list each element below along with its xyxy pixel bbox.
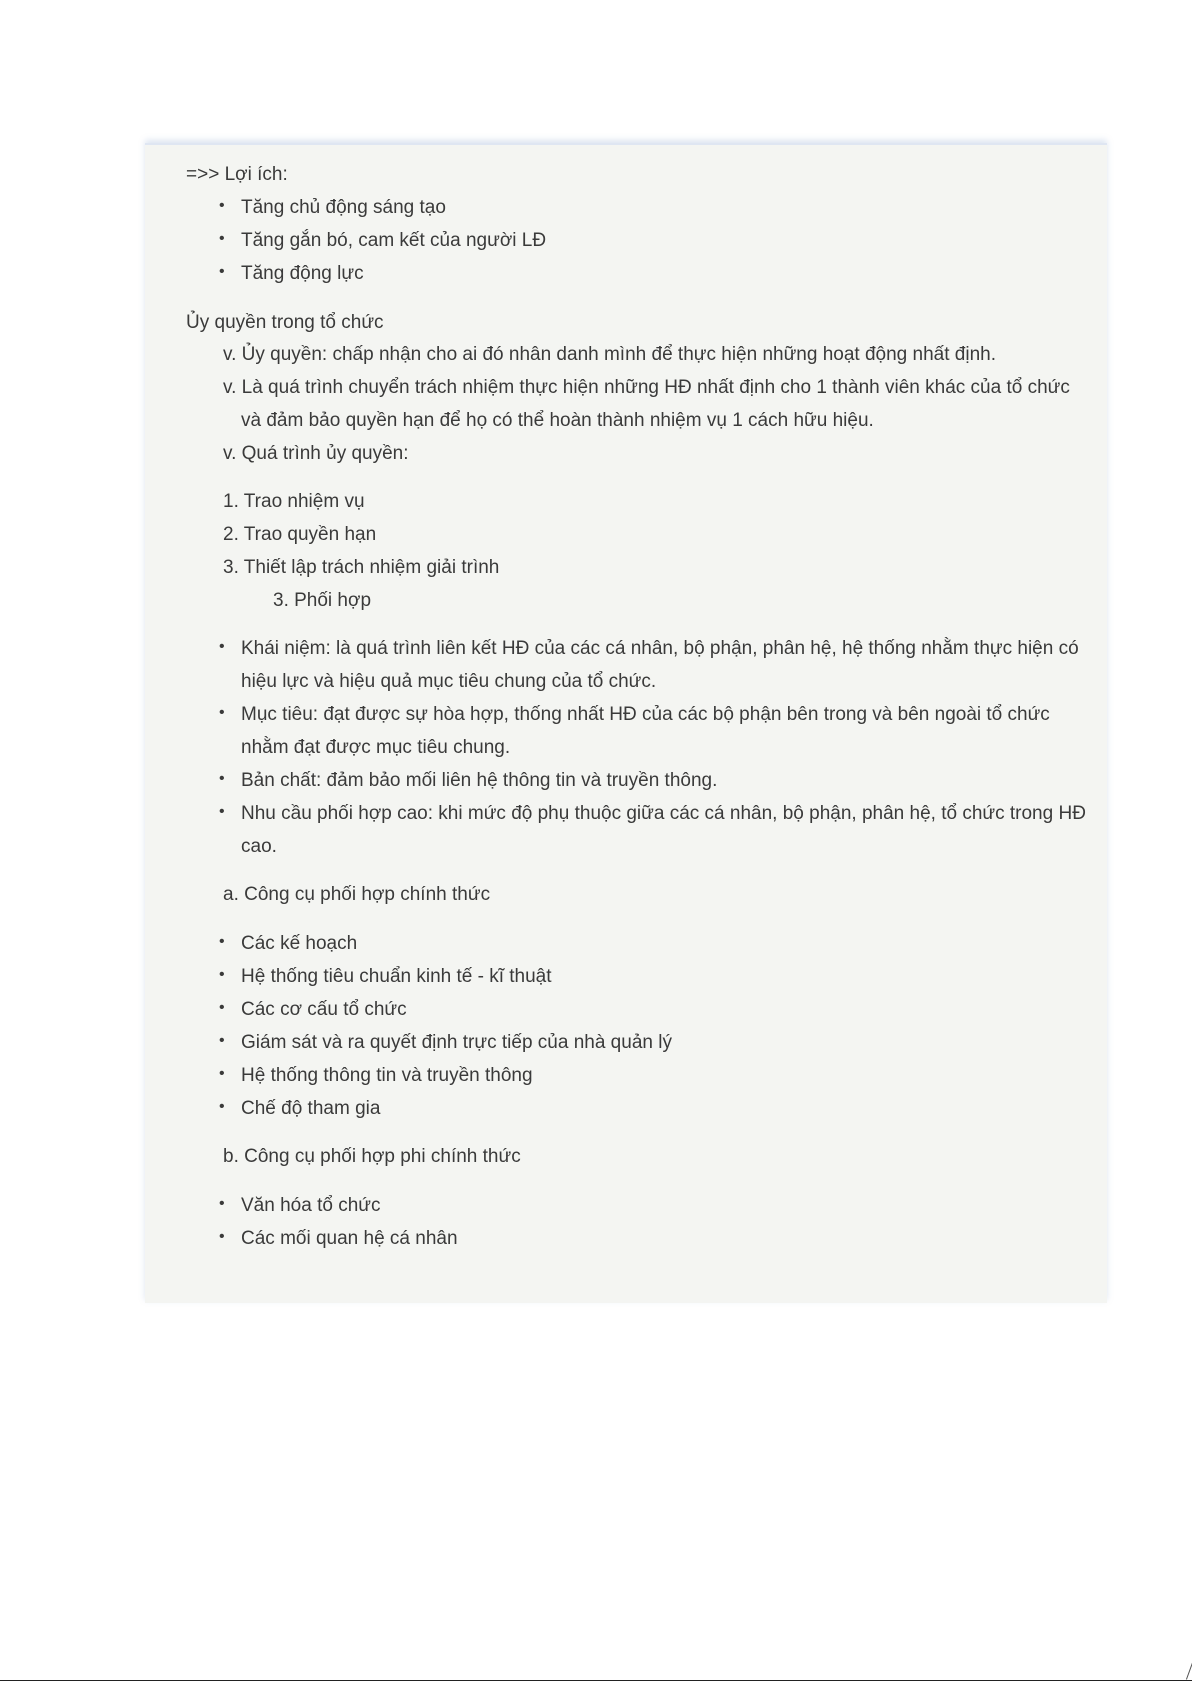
formal-tool-item: • Các cơ cấu tổ chức: [241, 999, 407, 1021]
delegation-item: v. Ủy quyền: chấp nhận cho ai đó nhân danh mình để thực hiện những hoạt động nhất định.: [223, 344, 996, 365]
formal-tool-item: • Hệ thống tiêu chuẩn kinh tế - kĩ thuật: [241, 966, 552, 988]
coordination-heading: 3. Phối hợp: [273, 590, 372, 611]
coordination-item: • Khái niệm: là quá trình liên kết HĐ của các cá nhân, bộ phận, phân hệ, hệ thống nhằm thực hiện có: [241, 638, 1079, 660]
coordination-item-continued: hiệu lực và hiệu quả mục tiêu chung của tổ chức.: [241, 671, 657, 692]
coordination-item-continued: cao.: [241, 836, 277, 857]
benefits-heading: =>> Lợi ích:: [186, 164, 288, 185]
informal-tool-item: • Các mối quan hệ cá nhân: [241, 1228, 458, 1250]
formal-tools-heading: a. Công cụ phối hợp chính thức: [223, 884, 491, 905]
page-footer-rule: [0, 1680, 1192, 1681]
benefit-item: • Tăng chủ động sáng tạo: [241, 197, 446, 219]
delegation-heading: Ủy quyền trong tổ chức: [186, 312, 384, 333]
formal-tool-item: • Chế độ tham gia: [241, 1098, 380, 1120]
benefit-item: • Tăng gắn bó, cam kết của người LĐ: [241, 230, 546, 252]
delegation-item-continued: và đảm bảo quyền hạn để họ có thể hoàn thành nhiệm vụ 1 cách hữu hiệu.: [241, 410, 874, 431]
coordination-item: • Nhu cầu phối hợp cao: khi mức độ phụ thuộc giữa các cá nhân, bộ phận, phân hệ, tổ chức trong HĐ: [241, 803, 1086, 825]
delegation-item: v. Là quá trình chuyển trách nhiệm thực hiện những HĐ nhất định cho 1 thành viên khác của tổ chức: [223, 377, 1070, 398]
coordination-item-continued: nhằm đạt được mục tiêu chung.: [241, 737, 511, 758]
informal-tools-heading: b. Công cụ phối hợp phi chính thức: [223, 1146, 521, 1167]
coordination-item: • Mục tiêu: đạt được sự hòa hợp, thống nhất HĐ của các bộ phận bên trong và bên ngoài tổ chức: [241, 704, 1050, 726]
formal-tool-item: • Giám sát và ra quyết định trực tiếp của nhà quản lý: [241, 1032, 672, 1054]
benefit-item: • Tăng động lực: [241, 263, 364, 285]
coordination-item: • Bản chất: đảm bảo mối liên hệ thông tin và truyền thông.: [241, 770, 717, 792]
delegation-step: 1. Trao nhiệm vụ: [223, 491, 365, 512]
content-card: [145, 143, 1107, 1303]
informal-tool-item: • Văn hóa tổ chức: [241, 1195, 380, 1217]
delegation-step: 3. Thiết lập trách nhiệm giải trình: [223, 557, 500, 578]
formal-tool-item: • Hệ thống thông tin và truyền thông: [241, 1065, 533, 1087]
formal-tool-item: • Các kế hoạch: [241, 933, 357, 955]
delegation-item: v. Quá trình ủy quyền:: [223, 443, 409, 464]
page-edge-mark: [1186, 1662, 1192, 1679]
delegation-step: 2. Trao quyền hạn: [223, 524, 377, 545]
